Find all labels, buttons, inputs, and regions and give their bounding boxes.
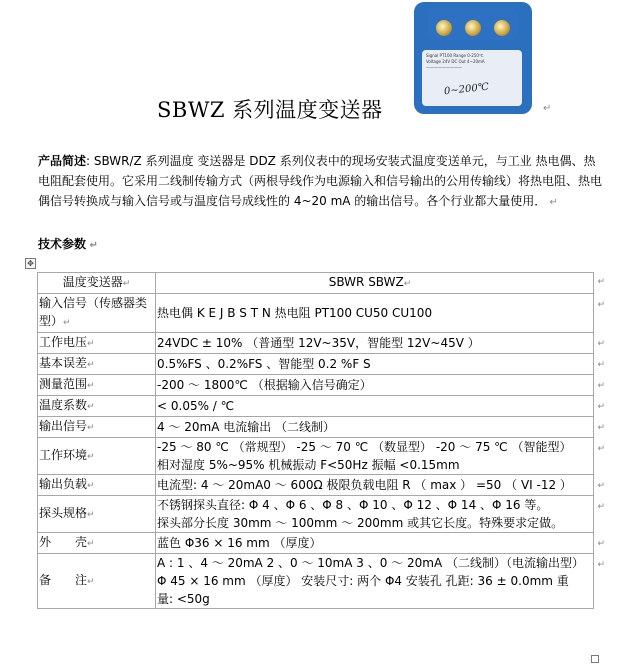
header-value: SBWR SBWZ [328,275,404,289]
table-row [38,417,594,438]
table-row [38,496,594,533]
param-name: 外 壳 [39,535,88,549]
intro-text: : SBWR/Z 系列温度 变送器是 DDZ 系列仪表中的现场安装式温度变送单元，与工业 热电偶、热电阻配套使用。它采用二线制传输方式（两根导线作为电源输入和信号输出的公用传输线）将热电阻、热电偶信号转换成与输入信号或与温度信号成线性的 4~20 mA 的输出信号。各个行业都大量使用． [38,154,603,208]
param-value-cell [156,533,605,554]
paragraph-mark-icon: ↵ [546,197,558,208]
param-name-cell [38,375,156,396]
row-mark-icon: ↵ [597,539,605,549]
intro-label: 产品简述 [38,154,87,168]
param-name-cell [38,554,156,609]
handwritten-range: 0~200℃ [443,81,490,98]
param-name-cell [38,438,156,475]
header-name: 温度变送器 [62,275,123,289]
cell-mark-icon: ↵ [122,279,131,289]
param-value-line: 探头部分长度 30mm ～ 100mm ～ 200mm 或其它长度。特殊要求定做。 [157,516,564,530]
table-resize-handle-icon[interactable] [591,655,599,663]
cell-mark-icon: ↵ [87,481,95,491]
param-name-cell [38,294,156,333]
terminal-screw-icon [436,20,452,36]
table-move-handle-icon[interactable]: ✥ [25,258,36,269]
label-line: Signal PT100 Range 0-250℃ [426,53,484,58]
cell-mark-icon: ↵ [87,510,95,520]
row-mark-icon: ↵ [597,402,605,412]
param-value-cell [156,354,605,375]
table-row [38,438,594,475]
param-name: 输入信号（传感器类型） [39,296,148,328]
table-row [38,396,594,417]
table-row [38,554,594,609]
row-mark-icon: ↵ [597,560,605,570]
param-value-cell [156,417,605,438]
param-value-line: 0.5%FS 、0.2%FS 、智能型 0.2 %F S [157,357,371,371]
table-row [38,333,594,354]
param-value-line: 热电偶 K E J B S T N 热电阻 PT100 CU50 CU100 [157,306,433,320]
param-value-cell [156,375,605,396]
header-cell [156,273,605,294]
param-name-cell [38,417,156,438]
terminal-screw-icon [465,20,481,36]
cell-mark-icon: ↵ [63,318,71,328]
terminal-screw-icon [494,20,510,36]
cell-mark-icon: ↵ [87,539,95,549]
param-value-cell [156,396,605,417]
param-name-cell [38,396,156,417]
param-value-line: Φ 45 × 16 mm （厚度） 安装尺寸: 两个 Φ4 安装孔 孔距: 36 ± 0.0mm 重量: <50g [157,574,569,606]
product-photo [414,2,532,114]
param-name-cell [38,333,156,354]
tech-heading-text: 技术参数 [38,237,87,251]
label-line: ————————— [426,65,462,70]
paragraph-mark-icon: ↵ [86,240,98,251]
row-mark-icon: ↵ [597,444,605,454]
cell-mark-icon: ↵ [87,402,95,412]
transmitter-top [428,8,518,40]
param-name: 测量范围 [39,377,88,391]
cell-mark-icon: ↵ [87,339,95,349]
paragraph-mark-icon: ↵ [543,103,552,114]
cell-mark-icon: ↵ [87,423,95,433]
row-mark-icon: ↵ [597,300,605,310]
row-mark-icon: ↵ [597,339,605,349]
page-title: SBWZ 系列温度变送器 [157,98,383,122]
param-value-cell [156,294,605,333]
table-header-row [38,273,594,294]
param-value-cell [156,438,605,475]
param-name: 备 注 [39,573,88,587]
table-row [38,354,594,375]
param-value-line: 24VDC ± 10% （普通型 12V~35V，智能型 12V~45V ） [157,336,480,350]
param-name-cell [38,475,156,496]
param-value-line: A : 1 、4 ～ 20mA 2 、0 ～ 10mA 3 、0 ～ 20mA （二线制）（电流输出型） [157,556,584,570]
param-value-line: < 0.05% / ℃ [157,399,235,413]
param-value-line: 相对湿度 5%~95% 机械振动 F<50Hz 振幅 <0.15mm [157,458,460,472]
param-value-line: -25 ～ 80 ℃ （常规型） -25 ～ 70 ℃ （数显型） -20 ～ 75 ℃ （智能型） [157,440,572,454]
row-mark-icon: ↵ [597,481,605,491]
param-name: 探头规格 [39,506,88,520]
row-mark-icon: ↵ [597,381,605,391]
label-line: Voltage 24V DC Out 4~20mA [426,59,485,64]
param-value-cell [156,496,605,533]
table-row [38,475,594,496]
cell-mark-icon: ↵ [87,381,95,391]
param-name-cell [38,354,156,375]
spec-table [37,272,605,609]
param-value-cell [156,333,605,354]
param-value-cell [156,475,605,496]
param-value-line: 蓝色 Φ36 × 16 mm （厚度） [157,536,322,550]
cell-mark-icon: ↵ [403,279,412,289]
tech-params-heading [38,235,98,252]
param-value-line: 电流型: 4 ～ 20mA0 ～ 600Ω 极限负载电阻 R （ max ） =50 （ VI -12 ） [157,478,572,492]
row-mark-icon: ↵ [597,360,605,370]
param-name: 工作环境 [39,448,88,462]
param-name-cell [38,496,156,533]
product-intro [38,151,603,213]
row-mark-icon: ↵ [597,423,605,433]
row-mark-icon: ↵ [597,502,605,512]
table-row [38,375,594,396]
param-value-cell [156,554,605,609]
param-name: 输出信号 [39,419,88,433]
cell-mark-icon: ↵ [87,577,95,587]
param-value-line: 不锈钢探头直径: Φ 4 、Φ 6 、Φ 8 、Φ 10 、Φ 12 、Φ 14 、Φ 16 等。 [157,498,549,512]
param-name: 输出负载 [39,477,88,491]
param-name: 基本误差 [39,356,88,370]
cell-mark-icon: ↵ [87,452,95,462]
param-name: 温度系数 [39,398,88,412]
param-name: 工作电压 [39,335,88,349]
param-value-line: -200 ～ 1800℃ （根据输入信号确定） [157,378,372,392]
table-row [38,294,594,333]
param-value-line: 4 ～ 20mA 电流输出 （二线制） [157,420,336,434]
row-mark-icon: ↵ [597,277,605,287]
param-name-cell [38,533,156,554]
table-row [38,533,594,554]
cell-mark-icon: ↵ [87,360,95,370]
header-cell [38,273,156,294]
product-label [422,50,522,106]
